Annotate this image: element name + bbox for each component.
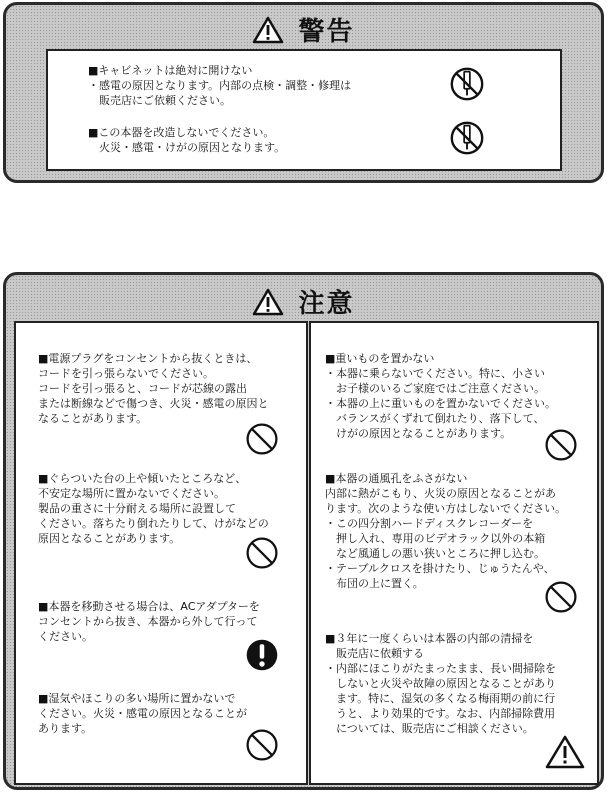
warning-panel [3, 2, 604, 183]
text-line: 販売店に依頼する [325, 647, 424, 660]
warning-triangle-icon [252, 16, 284, 44]
prohibition-icon [244, 727, 280, 763]
prohibition-icon [244, 421, 280, 457]
warning-title: 警告 [298, 17, 355, 47]
text-line: ■本器を移動させる場合は、ACアダプターを [38, 600, 260, 613]
text-line: ■本器の通風孔をふさがない [325, 472, 468, 485]
caution-right-item-2 [325, 471, 566, 591]
text-line: ・内部にほこりがたまったまま、長い間掃除を [325, 662, 556, 675]
caution-left-item-2 [38, 471, 269, 546]
no-disassembly-icon [448, 65, 486, 103]
prohibition-icon [244, 535, 280, 571]
text-line: 不安定な場所に置かないでください。 [38, 487, 225, 500]
mandatory-action-icon [244, 637, 280, 673]
text-line: ■重いものを置かない [325, 352, 435, 365]
text-line: コードを引っ張らないでください。 [38, 367, 214, 380]
text-line: ます。特に、湿気の多くなる梅雨期の前に行 [325, 692, 556, 705]
text-line: コードを引っ張ると、コードが芯線の露出 [38, 382, 247, 395]
text-line: しないと火災や故障の原因となることがあり [325, 677, 556, 690]
text-line: については、販売店にご相談ください。 [325, 722, 534, 735]
caution-left-column [14, 321, 308, 785]
caution-panel [3, 272, 604, 790]
warning-box [46, 49, 562, 171]
text-line: 販売店にご依頼ください。 [88, 94, 231, 107]
text-line: ください。火災・感電の原因となることが [38, 707, 247, 720]
text-line: コンセントから抜き、本器から外して行って [38, 615, 258, 628]
caution-title: 注意 [298, 289, 355, 319]
text-line: 火災・感電・けがの原因となります。 [88, 141, 286, 154]
text-line: 押し入れ、専用のビデオラック以外の本箱 [325, 532, 546, 545]
no-disassembly-icon [448, 119, 486, 157]
caution-triangle-icon [252, 288, 284, 316]
text-line: 内部に熱がこもり、火災の原因となることがあ [325, 487, 556, 500]
text-line: ■キャビネットは絶対に開けない [88, 64, 253, 77]
text-line: ■３年に一度くらいは本器の内部の清掃を [325, 632, 534, 645]
caution-right-item-1 [325, 351, 556, 441]
warning-header [6, 11, 601, 48]
caution-left-item-4 [38, 691, 247, 736]
text-line: または断線などで傷つき、火災・感電の原因と [38, 397, 269, 410]
text-line: など風通しの悪い狭いところに押し込む。 [325, 547, 545, 560]
text-line: 製品の重さに十分耐える場所に設置して [38, 502, 236, 515]
text-line: ・本器の上に重いものを置かないでください。 [325, 397, 556, 410]
text-line: ります。次のような使い方はしないでください。 [325, 502, 567, 515]
text-line: ・本器に乗らないでください。特に、小さい [325, 367, 545, 380]
text-line: あります。 [38, 722, 93, 735]
text-line: けがの原因となることがあります。 [325, 427, 512, 440]
text-line: ・テーブルクロスを掛けたり、じゅうたんや、 [325, 562, 555, 575]
text-line: ください。 [38, 630, 93, 643]
text-line: うと、より効果的です。なお、内部掃除費用 [325, 707, 556, 720]
text-line: ■ぐらついた台の上や傾いたところなど、 [38, 472, 247, 485]
text-line: なることがあります。 [38, 412, 148, 425]
caution-left-item-3 [38, 599, 260, 644]
text-line: 布団の上に置く。 [325, 577, 424, 590]
caution-triangle-icon [545, 735, 585, 769]
text-line: お子様のいるご家庭ではご注意ください。 [325, 382, 545, 395]
caution-header [6, 283, 601, 320]
warning-item-1 [88, 63, 351, 108]
text-line: ください。落ちたり倒れたりして、けがなどの [38, 517, 269, 530]
text-line: ■電源プラグをコンセントから抜くときは、 [38, 352, 258, 365]
warning-item-2 [88, 125, 285, 155]
caution-right-item-3 [325, 631, 556, 736]
text-line: ■この本器を改造しないでください。 [88, 126, 275, 139]
prohibition-icon [543, 579, 579, 615]
prohibition-icon [543, 427, 579, 463]
caution-left-item-1 [38, 351, 269, 426]
text-line: ■湿気やほこりの多い場所に置かないで [38, 692, 236, 705]
caution-right-column [309, 321, 599, 785]
text-line: バランスがくずれて倒れたり、落下して、 [325, 412, 545, 425]
text-line: ・感電の原因となります。内部の点検・調整・修理は [88, 79, 352, 92]
text-line: ・この四分割ハードディスクレコーダーを [325, 517, 534, 530]
text-line: 原因となることがあります。 [38, 532, 181, 545]
